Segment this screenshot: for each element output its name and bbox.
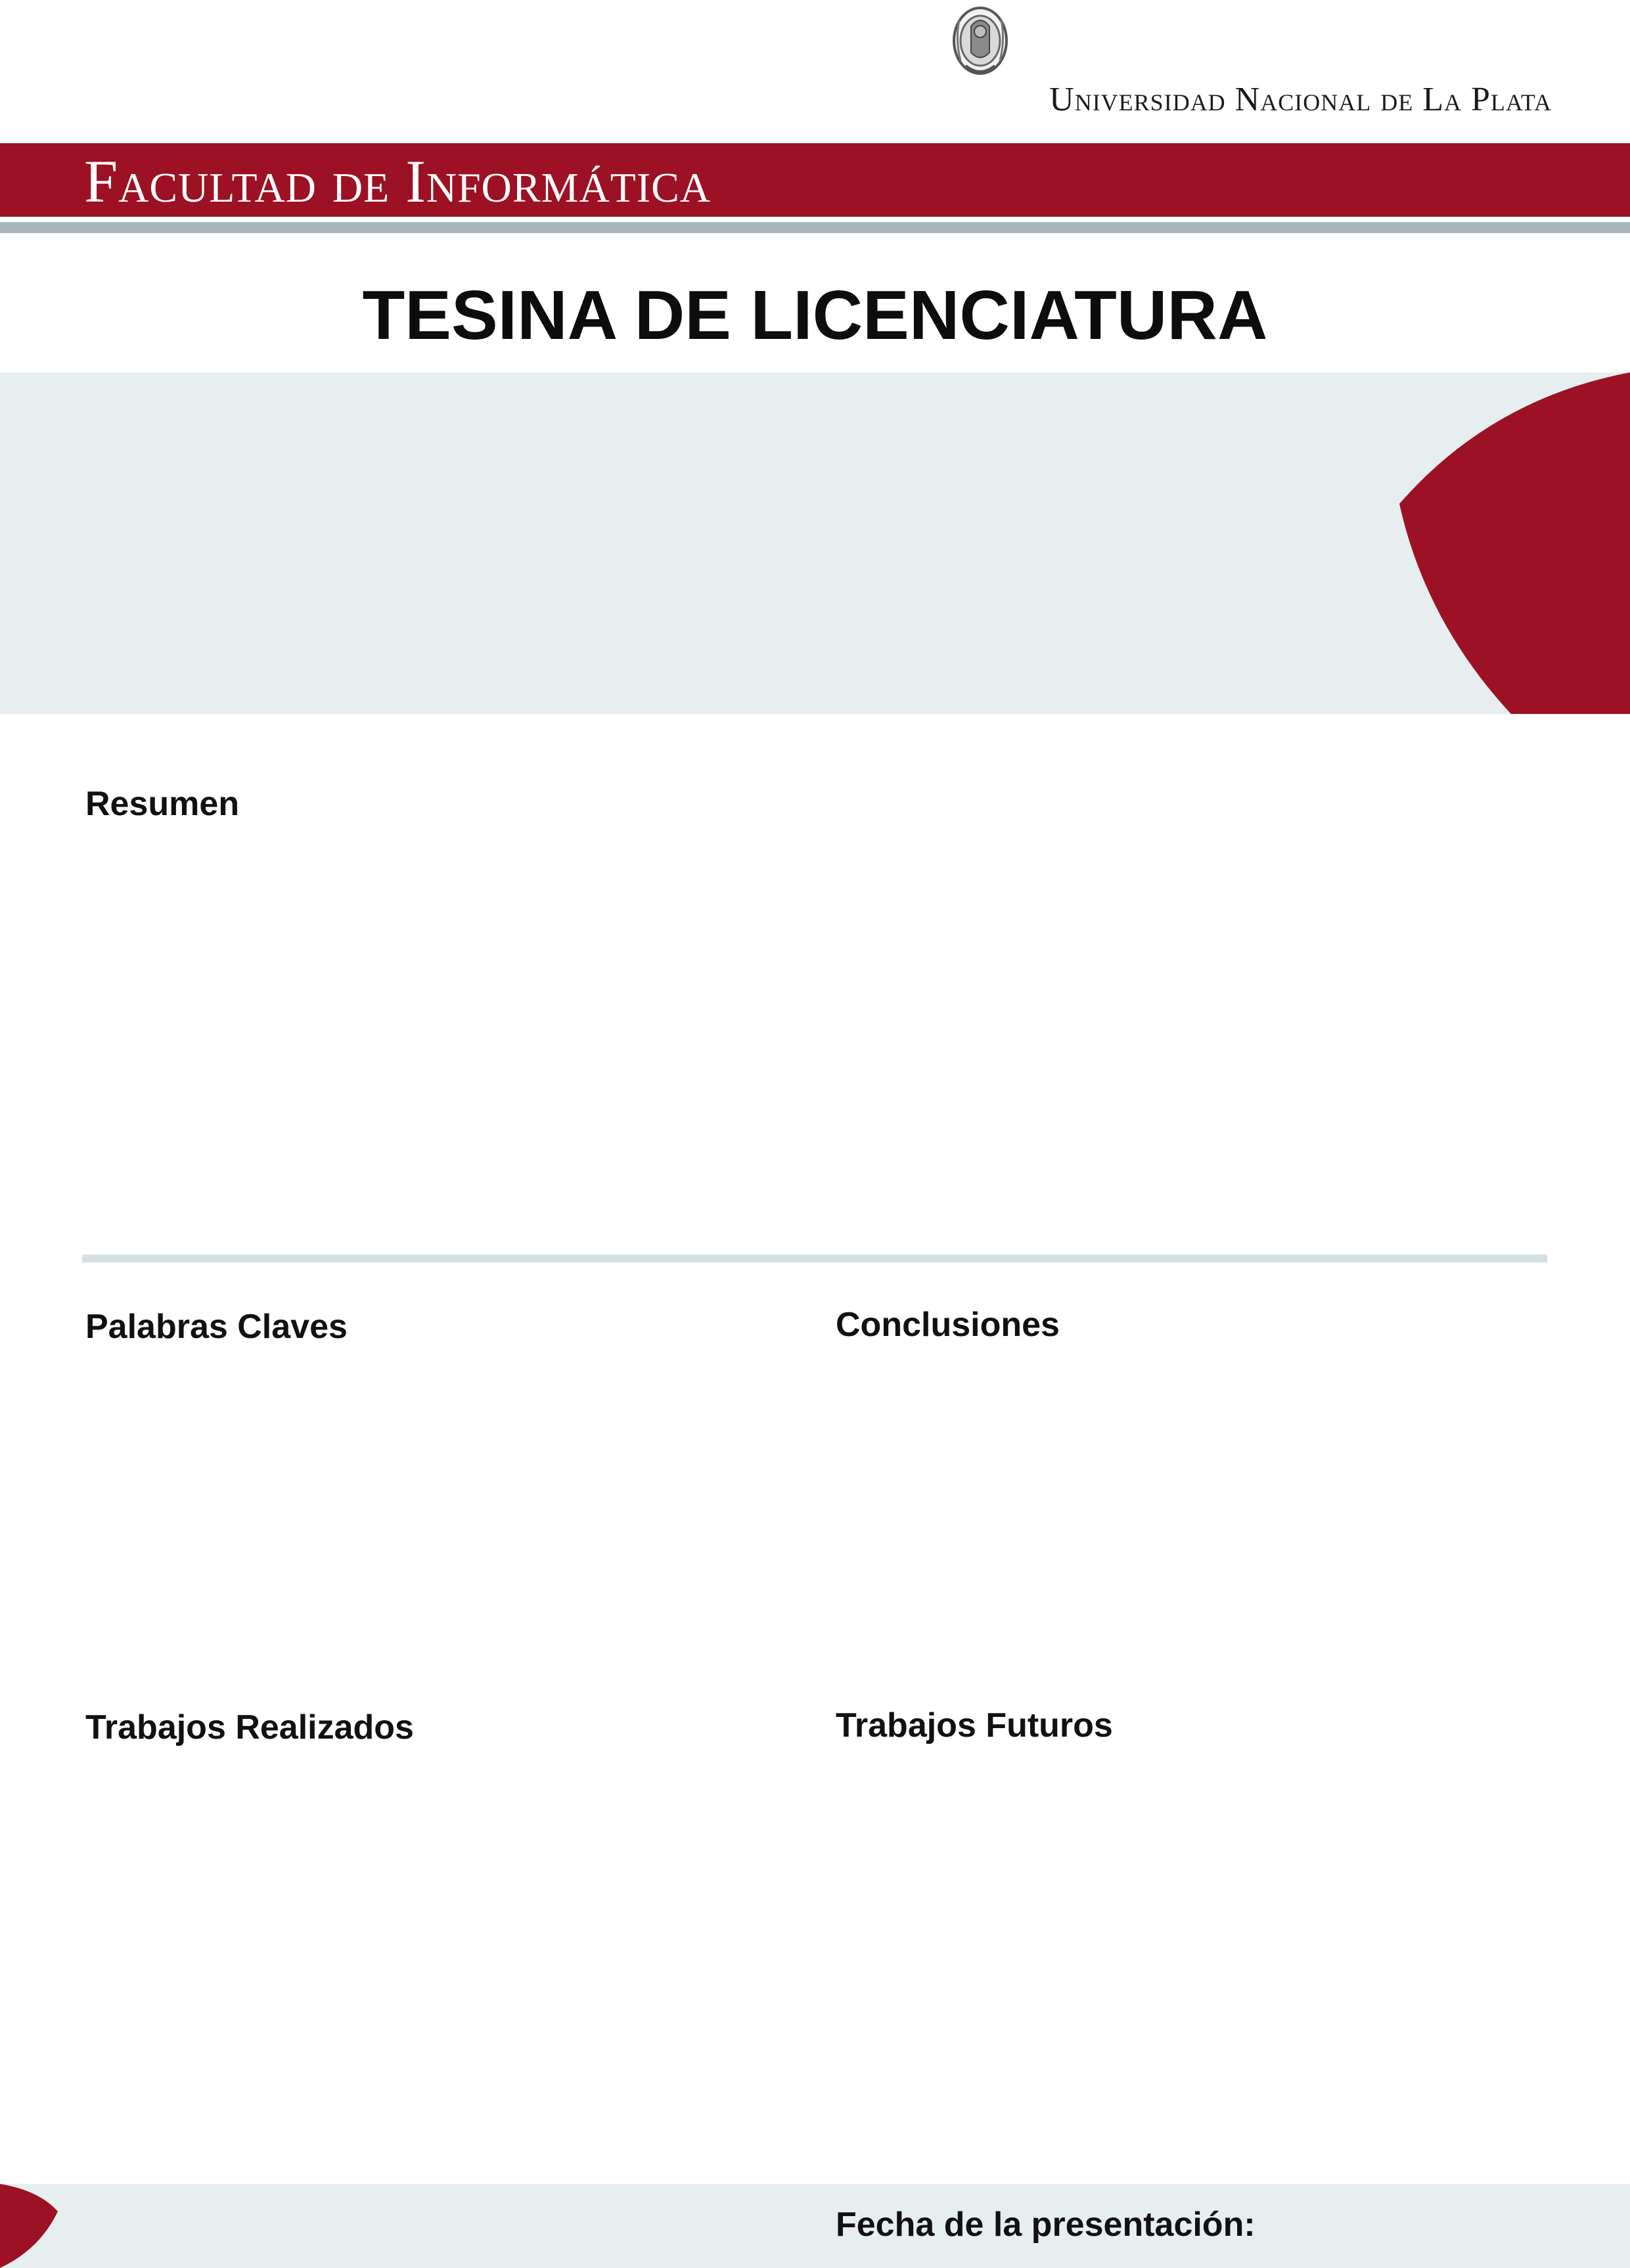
section-heading-palabras-claves: Palabras Claves: [85, 1308, 348, 1346]
document-title: TESINA DE LICENCIATURA: [362, 277, 1268, 354]
presentation-date-label: Fecha de la presentación:: [836, 2206, 1256, 2244]
hero-panel: [0, 372, 1630, 714]
section-divider: [82, 1255, 1547, 1262]
footer-arc: [0, 2184, 79, 2268]
section-heading-trabajos-realizados: Trabajos Realizados: [85, 1708, 414, 1746]
footer-band: [0, 2184, 1630, 2268]
section-heading-resumen: Resumen: [85, 785, 240, 823]
section-heading-conclusiones: Conclusiones: [836, 1306, 1060, 1344]
section-heading-trabajos-futuros: Trabajos Futuros: [836, 1706, 1113, 1745]
faculty-stripe: [0, 222, 1630, 233]
faculty-title: Facultad de Informática: [84, 148, 712, 215]
decorative-arc: [0, 372, 1630, 714]
university-seal-icon: [946, 0, 1015, 82]
university-name: Universidad Nacional de La Plata: [1049, 81, 1552, 118]
